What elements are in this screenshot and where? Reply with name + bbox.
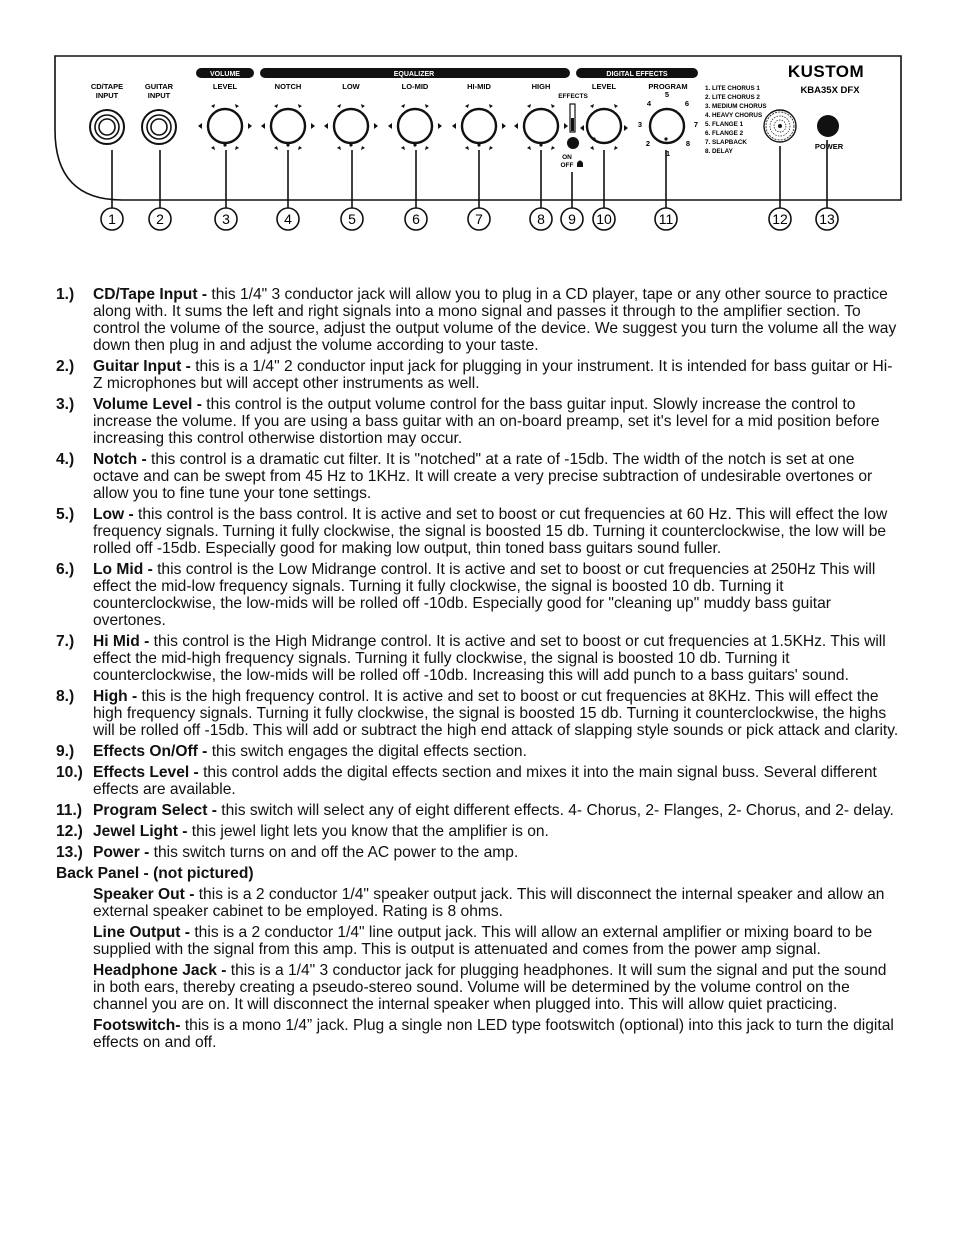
back-panel-item — [93, 886, 901, 920]
jewel-light — [764, 110, 796, 142]
effects-level-knob[interactable] — [580, 104, 628, 150]
description-item — [56, 823, 901, 840]
item-title: Jewel Light - — [93, 823, 188, 840]
program-select-knob[interactable] — [650, 109, 684, 143]
item-title: CD/Tape Input - — [93, 286, 208, 303]
item-title: Volume Level - — [93, 396, 202, 413]
program-select-label: PROGRAM — [648, 82, 688, 91]
item-title: Effects On/Off - — [93, 743, 208, 760]
effects-list-item: 5. FLANGE 1 — [705, 121, 744, 128]
item-body — [93, 506, 901, 557]
back-panel-item-title: Speaker Out - — [93, 886, 195, 903]
item-text: this control is the output volume control for the bass guitar input. Slowly increase the control to increase the volume. If you are using a bass guitar with an on-board preamp, set it's level for a mid position before increasing this control otherwise distortion may occur. — [93, 396, 880, 447]
description-item — [56, 451, 901, 502]
description-item — [56, 743, 901, 760]
program-number: 3 — [637, 120, 643, 129]
back-panel-item-text: this is a mono 1/4” jack. Plug a single non LED type footswitch (optional) into this jack to turn the digital effects on and off. — [93, 1017, 894, 1051]
callout-number: 3 — [222, 211, 230, 227]
power-switch[interactable] — [817, 115, 839, 137]
item-body — [93, 802, 901, 819]
description-item — [56, 358, 901, 392]
guitar-jack-label-2: INPUT — [147, 91, 171, 100]
item-title: Guitar Input - — [93, 358, 191, 375]
item-text: this switch engages the digital effects section. — [207, 743, 527, 760]
description-text — [56, 286, 901, 1055]
callout-number: 8 — [537, 211, 545, 227]
callout-number: 6 — [412, 211, 420, 227]
brand-logo: KUSTOM — [787, 62, 865, 81]
item-number: 2.) — [56, 358, 75, 375]
back-panel-item-title: Headphone Jack - — [93, 962, 227, 979]
callout-number: 13 — [819, 211, 835, 227]
cd-tape-input-jack[interactable] — [90, 110, 124, 144]
guitar-jack-label-1: GUITAR — [144, 82, 174, 91]
program-number: 7 — [693, 120, 699, 129]
item-title: Low - — [93, 506, 139, 523]
item-number: 1.) — [56, 286, 75, 303]
cd-tape-jack-label-1: CD/TAPE — [90, 82, 124, 91]
item-body — [93, 633, 901, 684]
item-text: this is the high frequency control. It is active and set to boost or cut frequencies at 8KHz. This will effect the high frequency signals. Turning it fully clockwise, the signal is boosted 15 db. Turning it counterclockwise, the highs will be rolled off -15db. This will add or subtract the high end attack of slapping style sounds or pick attack and clarity. — [93, 688, 899, 739]
notch-knob[interactable] — [261, 104, 315, 150]
item-body — [93, 823, 901, 840]
back-panel-item-title: Footswitch- — [93, 1017, 181, 1034]
lo-mid-knob-label: LO-MID — [401, 82, 429, 91]
callout-number: 7 — [475, 211, 483, 227]
effects-list-item: 8. DELAY — [705, 148, 733, 155]
item-title: Program Select - — [93, 802, 217, 819]
program-number: 1 — [665, 149, 671, 158]
item-body — [93, 743, 901, 760]
effects-level-knob-label: LEVEL — [591, 82, 617, 91]
effects-on-label: ON — [562, 154, 572, 161]
low-knob-label: LOW — [342, 82, 360, 91]
description-item — [56, 506, 901, 557]
effects-list-item: 2. LITE CHORUS 2 — [705, 94, 760, 101]
effects-list-item: 7. SLAPBACK — [705, 139, 747, 146]
effects-off-label: OFF — [560, 162, 574, 169]
back-panel-item — [93, 924, 901, 958]
equalizer-section-label: EQUALIZER — [393, 71, 435, 78]
model-name: KBA35X DFX — [800, 85, 860, 96]
description-item — [56, 688, 901, 739]
program-number: 4 — [646, 99, 652, 108]
item-body — [93, 688, 901, 739]
back-panel-list — [56, 886, 901, 1051]
effects-switch-label: EFFECTS — [558, 93, 588, 100]
back-panel-item-title: Line Output - — [93, 924, 191, 941]
item-text: this control is the High Midrange control. It is active and set to boost or cut frequencies at 1.5KHz. This will effect the mid-high frequency signals. Turning it fully clockwise, the signal is boosted 10 db. Turning it counterclockwise, the low-mids will be rolled off -10db. Increasing this will add punch to a bass guitars' sound. — [93, 633, 886, 684]
high-knob-label: HIGH — [531, 82, 551, 91]
item-body — [93, 358, 901, 392]
item-text: this control adds the digital effects section and mixes it into the main signal buss. Several different effects are available. — [93, 764, 877, 798]
high-knob[interactable] — [514, 104, 568, 150]
guitar-input-jack[interactable] — [142, 110, 176, 144]
program-number: 5 — [664, 90, 670, 99]
effects-on-off-switch[interactable] — [567, 104, 579, 149]
program-number: 2 — [645, 139, 651, 148]
effects-list-item: 6. FLANGE 2 — [705, 130, 744, 137]
description-item — [56, 561, 901, 629]
item-text: this switch turns on and off the AC power to the amp. — [153, 844, 519, 861]
back-panel-item-text: this is a 2 conductor 1/4" speaker output jack. This will disconnect the internal speaker and allow an external speaker cabinet to be employed. Rating is 8 ohms. — [93, 886, 885, 920]
callout-number: 10 — [596, 211, 612, 227]
effects-list-item: 4. HEAVY CHORUS — [705, 112, 763, 119]
back-panel-item — [93, 962, 901, 1013]
lo-mid-knob[interactable] — [388, 104, 442, 150]
item-number: 12.) — [56, 823, 83, 840]
item-text: this 1/4" 3 conductor jack will allow you to plug in a CD player, tape or any other source to practice along with. It sums the left and right signals into a mono signal and passes it through to the amplifier section. To control the volume of the source, adjust the output volume of the device. We suggest you turn the volume all the way down then plug in and adjust the volume according to your taste. — [93, 286, 897, 354]
item-title: Power - — [93, 844, 154, 861]
item-number: 3.) — [56, 396, 75, 413]
volume-level-knob[interactable] — [198, 104, 252, 150]
item-body — [93, 764, 901, 798]
description-item — [56, 633, 901, 684]
item-number: 4.) — [56, 451, 75, 468]
effects-list-item: 1. LITE CHORUS 1 — [705, 85, 760, 92]
item-text: this control is the Low Midrange control. It is active and set to boost or cut frequencies at 250Hz This will effect the mid-low frequency signals. Turning it fully clockwise, the signal is boosted 10 db. Turning it counterclockwise, the low-mids will be rolled off -10db. Especially good for "cleaning up" muddy bass guitar overtones. — [93, 561, 876, 629]
cd-tape-jack-label-2: INPUT — [95, 91, 119, 100]
footswitch-icon — [577, 161, 583, 168]
program-number: 6 — [684, 99, 690, 108]
callout-number: 2 — [156, 211, 164, 227]
back-panel-item-text: this is a 1/4" 3 conductor jack for plugging headphones. It will sum the signal and put the sound in both ears, thereby creating a pseudo-stereo sound. Volume will be determined by the volume control on the channel you are on. It will disconnect the internal speaker when plugged into. This will allow quiet practicing. — [93, 962, 887, 1013]
item-title: High - — [93, 688, 138, 705]
item-number: 10.) — [56, 764, 83, 781]
back-panel-item-text: this is a 2 conductor 1/4" line output jack. This will allow an external amplifier or mixing board to be supplied with the signal from this amp. This is output is attenuated and comes from the power amp signal. — [93, 924, 873, 958]
volume-section-label: VOLUME — [210, 71, 240, 78]
effects-list-item: 3. MEDIUM CHORUS — [705, 103, 767, 110]
description-item — [56, 844, 901, 861]
control-description-list — [56, 286, 901, 861]
item-number: 5.) — [56, 506, 75, 523]
item-text: this switch will select any of eight different effects. 4- Chorus, 2- Flanges, 2- Chorus, and 2- delay. — [216, 802, 894, 819]
callout-number: 11 — [658, 211, 674, 227]
hi-mid-knob[interactable] — [452, 104, 506, 150]
hi-mid-knob-label: HI-MID — [467, 82, 491, 91]
item-body — [93, 451, 901, 502]
item-number: 13.) — [56, 844, 83, 861]
callout-number: 1 — [108, 211, 116, 227]
low-knob[interactable] — [324, 104, 378, 150]
item-text: this control is the bass control. It is active and set to boost or cut frequencies at 60 Hz. This will effect the low frequency signals. Turning it fully clockwise, the signal is boosted 15 db. Turning it counterclockwise, the low will be rolled off -15db. Especially good for making low output, thin toned bass guitars sound fuller. — [93, 506, 888, 557]
item-text: this control is a dramatic cut filter. It is "notched" at a rate of -15db. The width of the notch is set at one octave and can be swept from 45 Hz to 1KHz. It will create a very precise subtraction of undesirable overtones or allow you to fine tune your tone settings. — [93, 451, 873, 502]
item-number: 8.) — [56, 688, 75, 705]
notch-knob-label: NOTCH — [274, 82, 302, 91]
program-number: 8 — [685, 139, 691, 148]
description-item — [56, 286, 901, 354]
item-text: this jewel light lets you know that the amplifier is on. — [187, 823, 549, 840]
item-body — [93, 844, 901, 861]
item-number: 7.) — [56, 633, 75, 650]
callout-number: 4 — [284, 211, 292, 227]
description-item — [56, 802, 901, 819]
callout-number: 9 — [568, 211, 576, 227]
item-title: Effects Level - — [93, 764, 199, 781]
callout-number: 12 — [772, 211, 788, 227]
item-body — [93, 286, 901, 354]
description-item — [56, 396, 901, 447]
front-panel-diagram — [0, 0, 954, 260]
digital-effects-section-label: DIGITAL EFFECTS — [606, 71, 668, 78]
item-title: Lo Mid - — [93, 561, 153, 578]
back-panel-heading: Back Panel - (not pictured) — [56, 865, 254, 882]
item-body — [93, 561, 901, 629]
description-item — [56, 764, 901, 798]
callout-number: 5 — [348, 211, 356, 227]
back-panel-item — [93, 1017, 901, 1051]
item-number: 11.) — [56, 802, 83, 819]
item-title: Notch - — [93, 451, 147, 468]
volume-level-knob-label: LEVEL — [212, 82, 238, 91]
item-text: this is a 1/4" 2 conductor input jack for plugging in your instrument. It is intended for bass guitar or Hi-Z microphones but will accept other instruments as well. — [93, 358, 893, 392]
item-number: 9.) — [56, 743, 75, 760]
power-label: POWER — [814, 142, 844, 151]
item-title: Hi Mid - — [93, 633, 154, 650]
item-body — [93, 396, 901, 447]
item-number: 6.) — [56, 561, 75, 578]
